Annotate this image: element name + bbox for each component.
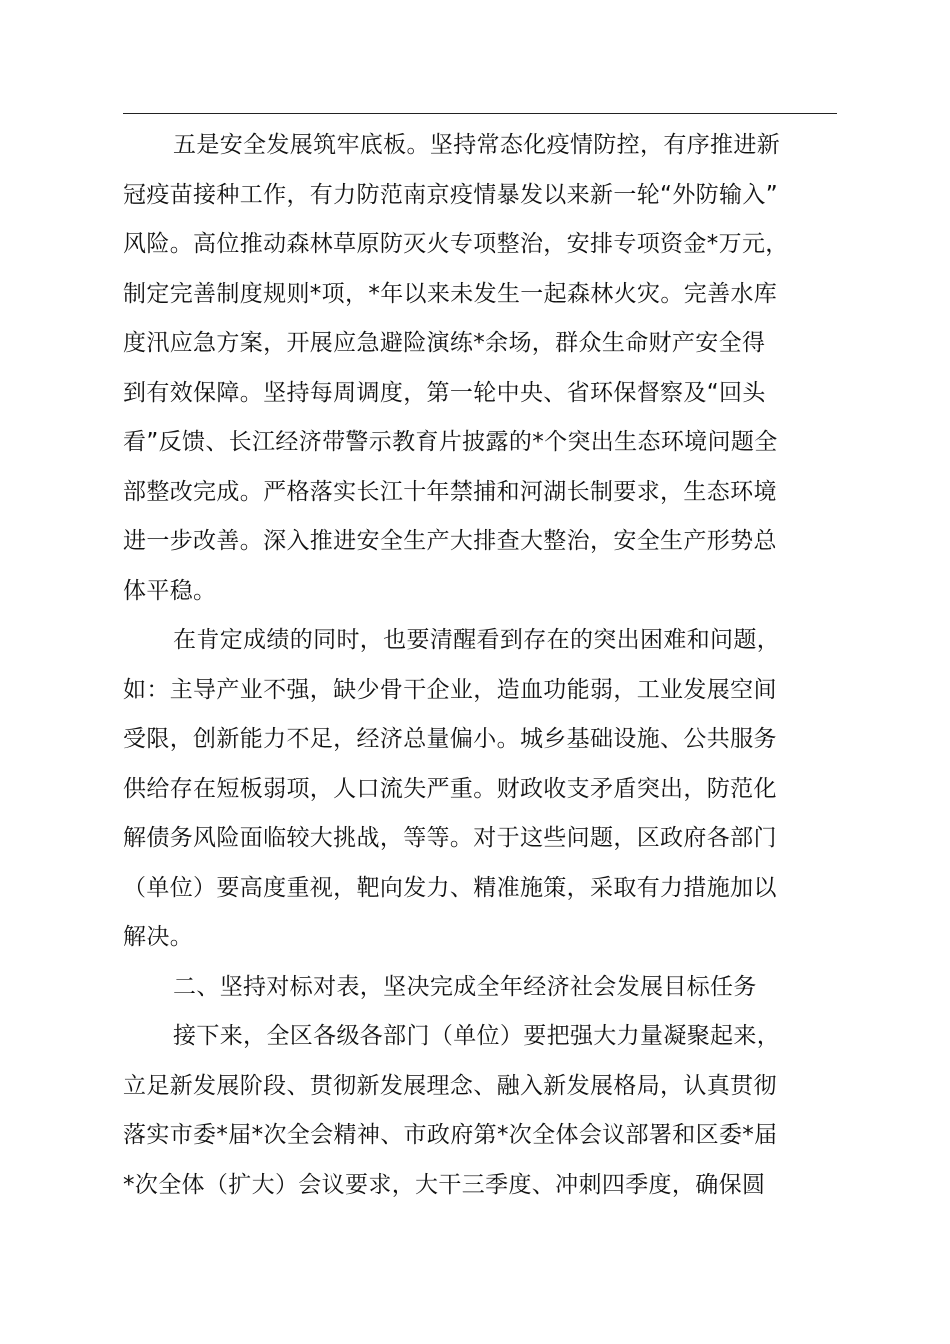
text-line: 风险。高位推动森林草原防灭火专项整治，安排专项资金*万元，	[123, 231, 789, 257]
text-line: 接下来，全区各级各部门（单位）要把强大力量凝聚起来，	[173, 1023, 781, 1049]
text-line: 五是安全发展筑牢底板。坚持常态化疫情防控，有序推进新	[173, 132, 781, 158]
text-line: *次全体（扩大）会议要求，大干三季度、冲刺四季度，确保圆	[123, 1172, 766, 1198]
text-line: （单位）要高度重视，靶向发力、精准施策，采取有力措施加以	[123, 875, 777, 901]
text-line: 度汛应急方案，开展应急避险演练*余场，群众生命财产安全得	[123, 330, 766, 356]
text-line: 进一步改善。深入推进安全生产大排查大整治，安全生产形势总	[123, 528, 777, 554]
text-line: 受限，创新能力不足，经济总量偏小。城乡基础设施、公共服务	[123, 726, 777, 752]
text-line: 制定完善制度规则*项，*年以来未发生一起森林火灾。完善水库	[123, 281, 778, 307]
text-line: 立足新发展阶段、贯彻新发展理念、融入新发展格局，认真贯彻	[123, 1073, 777, 1099]
text-line: 部整改完成。严格落实长江十年禁捕和河湖长制要求，生态环境	[123, 479, 777, 505]
text-line: 冠疫苗接种工作，有力防范南京疫情暴发以来新一轮“外防输入”	[123, 182, 778, 208]
text-line: 如：主导产业不强，缺少骨干企业，造血功能弱，工业发展空间	[123, 677, 777, 703]
text-line: 到有效保障。坚持每周调度，第一轮中央、省环保督察及“回头	[123, 380, 766, 406]
text-line: 体平稳。	[123, 578, 217, 604]
text-line: 在肯定成绩的同时，也要清醒看到存在的突出困难和问题，	[173, 627, 781, 653]
text-line: 解决。	[123, 924, 194, 950]
text-line: 落实市委*届*次全会精神、市政府第*次全体会议部署和区委*届	[123, 1122, 778, 1148]
header-rule	[123, 113, 837, 114]
text-line: 看”反馈、长江经济带警示教育片披露的*个突出生态环境问题全	[123, 429, 778, 455]
section-heading: 二、坚持对标对表，坚决完成全年经济社会发展目标任务	[173, 974, 757, 1000]
text-line: 解债务风险面临较大挑战，等等。对于这些问题，区政府各部门	[123, 825, 777, 851]
text-line: 供给存在短板弱项，人口流失严重。财政收支矛盾突出，防范化	[123, 776, 777, 802]
